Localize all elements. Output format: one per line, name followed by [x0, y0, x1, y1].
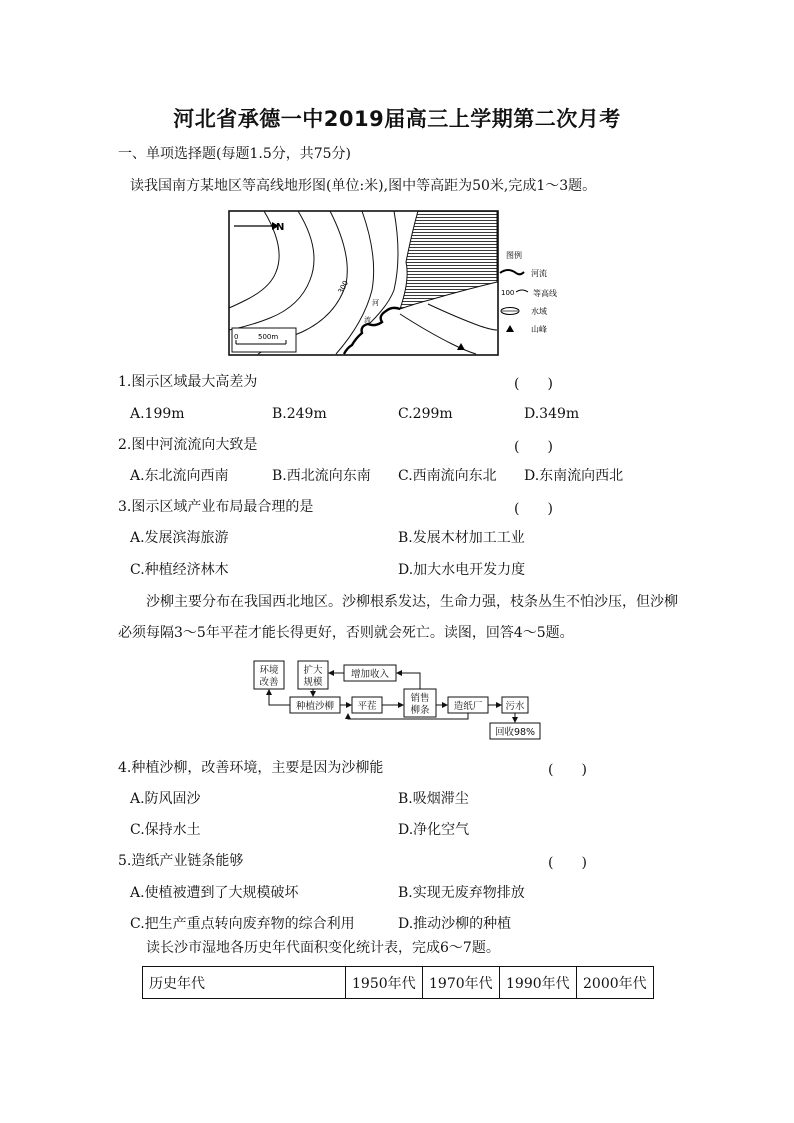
q5-option-b[interactable]: B.实现无废弃物排放: [398, 885, 525, 901]
river-legend-icon: [500, 270, 524, 274]
question-3-answer-blank[interactable]: ( ): [514, 501, 553, 517]
north-label: N: [276, 222, 285, 233]
intro-paragraph-3: 读长沙市湿地各历史年代面积变化统计表，完成6～7题。: [146, 940, 500, 956]
q2-option-a[interactable]: A.东北流向西南: [130, 468, 229, 484]
page-title: 河北省承德一中2019届高三上学期第二次月考: [173, 107, 621, 131]
flow-paper: 造纸厂: [453, 701, 483, 712]
legend-peak: 山峰: [531, 325, 547, 334]
q1-option-b[interactable]: B.249m: [272, 406, 327, 422]
q3-option-b[interactable]: B.发展木材加工工业: [398, 530, 525, 546]
q1-option-d[interactable]: D.349m: [524, 406, 580, 422]
table-header-cell: 1970年代: [423, 967, 500, 999]
q4-option-b[interactable]: B.吸烟滞尘: [398, 791, 469, 807]
legend-water: 水域: [531, 307, 547, 316]
question-1-answer-blank[interactable]: ( ): [514, 376, 553, 392]
industry-flow-diagram: [248, 655, 548, 745]
legend-river: 河流: [531, 269, 547, 278]
q5-option-a[interactable]: A.使植被遭到了大规模破坏: [130, 885, 299, 901]
flow-env-line1: 环境: [259, 665, 279, 676]
wetland-area-table: [142, 966, 654, 999]
table-row: [143, 967, 654, 999]
q4-option-c[interactable]: C.保持水土: [130, 822, 201, 838]
q3-option-d[interactable]: D.加大水电开发力度: [398, 562, 526, 578]
q1-option-c[interactable]: C.299m: [398, 406, 453, 422]
section-heading: 一、单项选择题(每题1.5分，共75分): [118, 146, 352, 162]
flow-sell-line1: 销售: [410, 693, 430, 704]
q4-option-d[interactable]: D.净化空气: [398, 822, 470, 838]
question-2-answer-blank[interactable]: ( ): [514, 439, 553, 455]
q4-option-a[interactable]: A.防风固沙: [130, 791, 201, 807]
flow-recycle: 回收98%: [494, 727, 536, 738]
flow-expand-line2: 规模: [303, 677, 323, 688]
q2-option-b[interactable]: B.西北流向东南: [272, 468, 371, 484]
intro-paragraph-1: 读我国南方某地区等高线地形图(单位:米),图中等高距为50米,完成1～3题。: [130, 178, 597, 194]
flow-expand-line1: 扩大: [303, 665, 323, 676]
contour-map: [228, 210, 573, 360]
q5-option-d[interactable]: D.推动沙柳的种植: [398, 916, 512, 932]
scale-label-end: 500m: [258, 333, 279, 341]
contour-legend-icon: [516, 290, 528, 292]
flow-sell-line2: 柳条: [410, 705, 430, 716]
flow-cut: 平茬: [357, 701, 377, 712]
q2-option-c[interactable]: C.西南流向东北: [398, 468, 497, 484]
intro-paragraph-2-line-1: 沙柳主要分布在我国西北地区。沙柳根系发达，生命力强，枝条丛生不怕沙压，但沙柳: [146, 594, 678, 610]
table-header-cell: 1990年代: [500, 967, 577, 999]
flow-income: 增加收入: [350, 669, 390, 680]
peak-legend-icon: [506, 325, 514, 332]
contour-label: 300: [336, 279, 351, 295]
question-5-stem: 5.造纸产业链条能够: [118, 853, 244, 869]
table-header-cell: 历史年代: [143, 967, 346, 999]
q5-option-c[interactable]: C.把生产重点转向废弃物的综合利用: [130, 916, 355, 932]
question-4-stem: 4.种植沙柳，改善环境，主要是因为沙柳能: [118, 760, 384, 776]
question-5-answer-blank[interactable]: ( ): [548, 855, 587, 871]
legend-title: 图例: [506, 251, 522, 260]
scale-label-zero: 0: [234, 333, 239, 341]
q2-option-d[interactable]: D.东南流向西北: [524, 468, 624, 484]
river-label-char1: 河: [372, 299, 379, 307]
flow-env-line2: 改善: [259, 677, 279, 688]
question-1-stem: 1.图示区域最大高差为: [118, 374, 258, 390]
legend-contour: 等高线: [533, 289, 557, 298]
flow-plant: 种植沙柳: [295, 701, 335, 712]
question-2-stem: 2.图中河流流向大致是: [118, 437, 258, 453]
river-label-char2: 流: [364, 316, 371, 324]
question-3-stem: 3.图示区域产业布局最合理的是: [118, 499, 314, 515]
legend-contour-sample: 100: [501, 289, 515, 297]
q3-option-a[interactable]: A.发展滨海旅游: [130, 530, 229, 546]
table-header-cell: 1950年代: [346, 967, 423, 999]
table-header-cell: 2000年代: [577, 967, 654, 999]
q1-option-a[interactable]: A.199m: [130, 406, 185, 422]
flow-sewage: 污水: [505, 701, 525, 712]
q3-option-c[interactable]: C.种植经济林木: [130, 562, 229, 578]
question-4-answer-blank[interactable]: ( ): [548, 762, 587, 778]
intro-paragraph-2-line-2: 必须每隔3～5年平茬才能长得更好，否则就会死亡。读图，回答4～5题。: [118, 625, 574, 641]
